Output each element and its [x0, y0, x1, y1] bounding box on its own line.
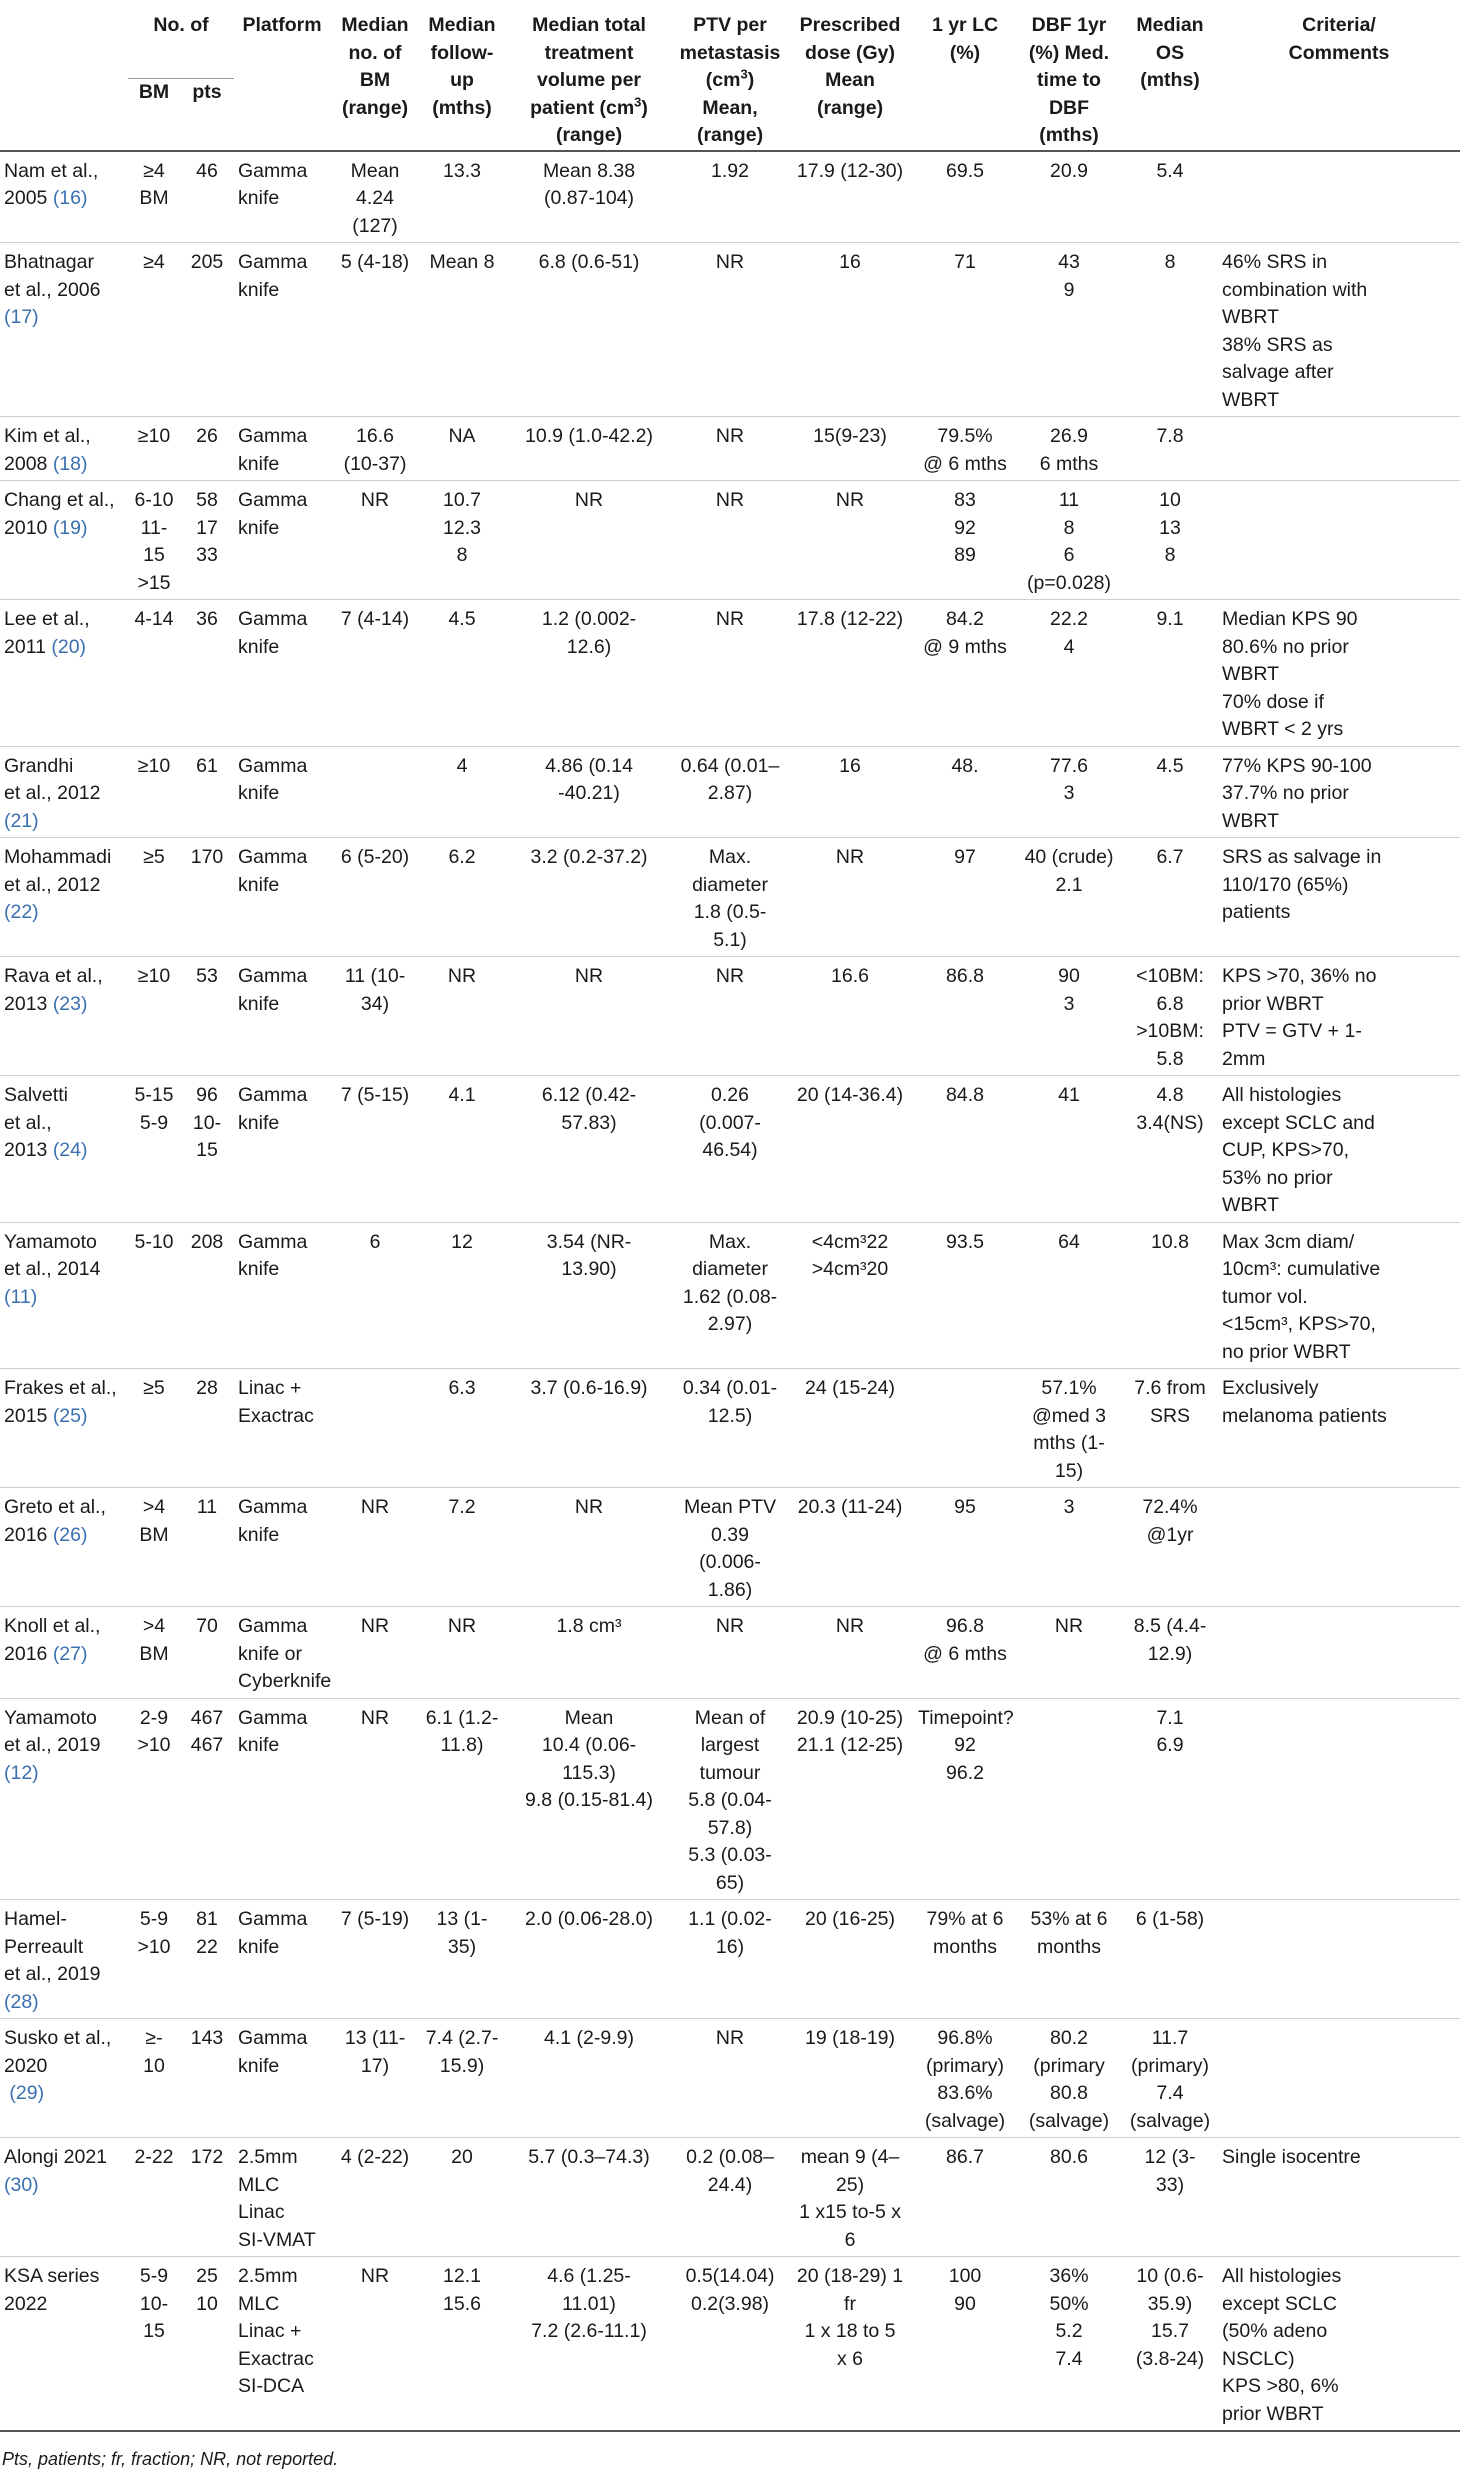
cell-dbf: 57.1% @med 3 mths (1- 15) — [1032, 1377, 1107, 1482]
cell-criteria: Median KPS 90 80.6% no prior WBRT 70% dose if WBRT < 2 yrs — [1222, 608, 1358, 740]
cell-bm: ≥10 — [137, 965, 171, 987]
cell-os: 5.4 — [1156, 159, 1184, 182]
cell-lc: 93.5 — [946, 1230, 984, 1253]
cell-study: Alongi 2021 (30) — [4, 2146, 108, 2196]
cell-platform: Gamma knife — [238, 965, 308, 1015]
cell-median-bm: 16.6 (10-37) — [343, 425, 407, 475]
dose-col-header: Prescribed dose (Gy) Mean (range) — [799, 14, 901, 119]
citation-link[interactable]: (27) — [52, 1642, 88, 1665]
cell-study: Yamamoto et al., 2019 (12) — [4, 1706, 101, 1784]
cell-volume: 10.9 (1.0-42.2) — [525, 425, 653, 447]
cell-dbf: 41 — [1058, 1084, 1080, 1106]
cell-bm: 2-22 — [134, 2146, 174, 2168]
cell-study: Susko et al., 2020 (29) — [4, 2027, 112, 2104]
cell-criteria — [1218, 2019, 1460, 2138]
cell-pts: 172 — [190, 2146, 224, 2168]
cell-study: Rava et al., 2013 (23) — [4, 965, 103, 1015]
cell-bm: 5-10 — [134, 1230, 174, 1253]
cell-ptv: NR — [715, 425, 745, 447]
citation-link[interactable]: (25) — [52, 1404, 88, 1427]
cell-pts: 208 — [190, 1230, 224, 1253]
citation-link[interactable]: (17) — [4, 306, 39, 328]
cell-lc: 69.5 — [946, 159, 984, 182]
cell-criteria — [1218, 1698, 1460, 1900]
cell-os: 7.8 — [1156, 425, 1184, 447]
cell-ptv: Mean of largest tumour 5.8 (0.04- 57.8) 5.3 (0.03- 65) — [688, 1706, 772, 1894]
cell-platform: Gamma knife — [238, 2027, 308, 2077]
cell-followup: 6.3 — [448, 1377, 476, 1399]
cell-dose: NR — [835, 1615, 865, 1637]
table-row — [0, 1607, 1460, 1699]
cell-os: 10 (0.6- 35.9) 15.7 (3.8-24) — [1135, 2265, 1205, 2370]
cell-dbf: 53% at 6 months — [1030, 1908, 1108, 1958]
study-col-header — [0, 0, 128, 151]
cell-dose: 20.9 (10-25) 21.1 (12-25) — [796, 1706, 904, 1756]
cell-lc: 100 90 — [948, 2265, 982, 2315]
table-row — [0, 1900, 1460, 2019]
cell-platform: Gamma knife — [238, 1496, 308, 1546]
cell-dbf: 80.2 (primary 80.8 (salvage) — [1028, 2027, 1110, 2132]
cell-criteria — [1218, 481, 1460, 600]
cell-study: Kim et al., 2008 (18) — [4, 425, 91, 475]
cell-study: KSA series 2022 — [4, 2265, 100, 2315]
cell-pts: 467 467 — [190, 1706, 224, 1756]
cell-pts: 205 — [190, 251, 224, 273]
table-row — [0, 417, 1460, 481]
cell-bm: ≥10 — [137, 425, 171, 447]
cell-dbf: 64 — [1058, 1230, 1080, 1253]
table-row — [0, 600, 1460, 747]
cell-followup: 13.3 — [443, 159, 481, 182]
cell-bm: 2-9 >10 — [137, 1706, 171, 1756]
cell-criteria: All histologies except SCLC and CUP, KPS>70, 53% no prior WBRT — [1222, 1084, 1375, 1216]
cell-followup: 12.1 15.6 — [443, 2265, 481, 2315]
table-row — [0, 1222, 1460, 1369]
volume-col-header: Median total treatment volume per patient $(cm^3)$ (range) — [530, 14, 648, 146]
cell-criteria — [1218, 151, 1460, 243]
cell-bm: 4-14 — [134, 608, 174, 630]
cell-median-bm: 4 (2-22) — [340, 2146, 410, 2168]
cell-os: 8.5 (4.4- 12.9) — [1133, 1615, 1207, 1665]
table-row — [0, 481, 1460, 600]
citation-link[interactable]: (29) — [9, 2082, 45, 2104]
pts-col-header: pts — [192, 80, 222, 103]
table-body — [0, 151, 1460, 2432]
cell-lc: 97 — [954, 846, 976, 868]
cell-pts: 70 — [196, 1615, 218, 1637]
cell-dbf: NR — [1054, 1615, 1084, 1637]
table-row — [0, 957, 1460, 1076]
cell-study: Chang et al., 2010 (19) — [4, 489, 115, 539]
cell-median-bm — [330, 1369, 420, 1488]
cell-os: 7.6 from SRS — [1134, 1377, 1206, 1427]
cell-study: Salvetti et al., 2013 (24) — [4, 1084, 88, 1161]
cell-os: 12 (3- 33) — [1144, 2146, 1196, 2196]
cell-pts: 36 — [196, 608, 218, 630]
cell-followup: 6.2 — [448, 846, 476, 868]
cell-lc: 48. — [951, 754, 979, 777]
cell-os: 10.8 — [1151, 1230, 1189, 1253]
cell-platform: Gamma knife or Cyberknife — [238, 1615, 332, 1692]
cell-platform: Gamma knife — [238, 1908, 308, 1958]
cell-followup: 4.5 — [448, 608, 476, 630]
cell-ptv: NR — [715, 251, 745, 273]
cell-dose: 20 (16-25) — [805, 1908, 895, 1930]
cell-median-bm: 5 (4-18) — [340, 251, 410, 273]
cell-dose: NR — [835, 846, 865, 868]
cell-os: 10 13 8 — [1159, 489, 1181, 566]
table-row — [0, 151, 1460, 243]
platform-col-header: Platform — [242, 14, 322, 36]
cell-platform: Gamma knife — [238, 1706, 308, 1756]
cell-platform: Gamma knife — [238, 608, 308, 658]
cell-platform: Gamma knife — [238, 754, 308, 804]
followup-col-header: Median follow- up (mths) — [428, 14, 496, 119]
os-col-header: Median OS (mths) — [1136, 14, 1204, 91]
cell-lc: 96.8 @ 6 mths — [923, 1615, 1007, 1665]
cell-followup: 10.7 12.3 8 — [443, 489, 481, 566]
cell-followup: 7.4 (2.7- 15.9) — [425, 2027, 499, 2077]
cell-followup: 12 — [451, 1230, 473, 1253]
cell-dose: 19 (18-19) — [805, 2027, 895, 2049]
cell-os: 6.7 — [1156, 846, 1184, 868]
cell-dose: NR — [835, 489, 865, 511]
cell-ptv: NR — [715, 965, 745, 987]
citation-link[interactable]: (19) — [52, 516, 88, 539]
cell-volume: 4.1 (2-9.9) — [544, 2027, 634, 2049]
cell-median-bm: NR — [360, 1706, 390, 1729]
cell-median-bm: 6 — [369, 1230, 381, 1253]
cell-lc: 83 92 89 — [954, 489, 976, 566]
citation-link[interactable]: (22) — [4, 901, 39, 923]
cell-bm: ≥- 10 — [143, 2027, 169, 2077]
cell-platform: Gamma knife — [238, 159, 308, 209]
cell-median-bm: NR — [360, 1496, 390, 1518]
cell-lc: Timepoint? 92 96.2 — [918, 1706, 1014, 1784]
cell-platform: Gamma knife — [238, 1084, 308, 1134]
no-of-group-header: No. of — [128, 0, 234, 78]
cell-pts: 11 — [196, 1496, 218, 1518]
cell-bm: 5-9 10-15 — [139, 2265, 169, 2342]
citation-link[interactable]: (21) — [4, 809, 39, 832]
cell-study: Mohammadi et al., 2012 (22) — [4, 846, 112, 923]
cell-criteria: KPS >70, 36% no prior WBRT PTV = GTV + 1- 2mm — [1222, 965, 1377, 1070]
cell-dose: <4cm³22 >4cm³20 — [811, 1230, 889, 1280]
cell-median-bm: 7 (5-19) — [340, 1908, 410, 1930]
cell-lc: 95 — [954, 1496, 976, 1518]
table-row — [0, 1698, 1460, 1900]
cell-ptv: NR — [715, 1615, 745, 1637]
cell-criteria: All histologies except SCLC (50% adeno NSCLC) KPS >80, 6% prior WBRT — [1222, 2265, 1342, 2425]
cell-study: Frakes et al., 2015 (25) — [4, 1377, 117, 1427]
cell-dbf: 40 (crude) 2.1 — [1024, 846, 1114, 896]
cell-dose: 20 (14-36.4) — [796, 1084, 904, 1106]
median-bm-col-header: Median no. of BM (range) — [341, 14, 409, 119]
cell-dbf: 22.2 4 — [1050, 608, 1088, 658]
cell-criteria — [1218, 1607, 1460, 1699]
cell-volume: 6.8 (0.6-51) — [538, 251, 640, 273]
cell-dbf: 77.6 3 — [1050, 754, 1088, 804]
cell-ptv: 1.92 — [711, 159, 749, 182]
cell-ptv: 0.34 (0.01- 12.5) — [682, 1377, 778, 1427]
cell-lc: 79% at 6 months — [926, 1908, 1004, 1958]
cell-platform: Gamma knife — [238, 489, 308, 539]
cell-median-bm: NR — [360, 489, 390, 511]
ptv-col-header: PTV per metastasis $(cm^3)$ Mean, (range) — [679, 14, 781, 146]
cell-followup: 7.2 — [448, 1496, 476, 1518]
cell-lc: 96.8% (primary) 83.6% (salvage) — [924, 2027, 1006, 2132]
cell-median-bm: 7 (5-15) — [340, 1084, 410, 1106]
cell-lc — [914, 1369, 1016, 1488]
cell-dbf: 26.9 6 mths — [1039, 425, 1099, 475]
cell-dose: 24 (15-24) — [805, 1377, 895, 1399]
table-row — [0, 2257, 1460, 2432]
cell-study: Knoll et al., 2016 (27) — [4, 1615, 101, 1665]
cell-bm: >4 BM — [139, 1615, 171, 1665]
table-row — [0, 838, 1460, 957]
cell-dose: 20 (18-29) 1 fr 1 x 18 to 5 x 6 — [796, 2265, 904, 2370]
cell-dose: 16 — [839, 754, 861, 777]
cell-followup: 20 — [451, 2146, 473, 2168]
cell-platform: 2.5mm MLC Linac + Exactrac SI-DCA — [238, 2265, 314, 2397]
cell-volume: 1.2 (0.002- 12.6) — [541, 608, 637, 658]
cell-ptv: Max. diameter 1.8 (0.5-5.1) — [692, 846, 768, 951]
cell-dbf: 11 8 6 (p=0.028) — [1027, 489, 1112, 594]
cell-volume: 2.0 (0.06-28.0) — [525, 1908, 653, 1930]
cell-dose: 16 — [839, 251, 861, 273]
cell-lc: 71 — [954, 251, 976, 273]
lc-col-header: 1 yr LC (%) — [931, 14, 999, 64]
table-row — [0, 1076, 1460, 1223]
cell-followup: 13 (1- 35) — [436, 1908, 488, 1958]
cell-ptv: NR — [715, 2027, 745, 2049]
cell-dbf: 80.6 — [1050, 2146, 1088, 2168]
cell-volume: 3.7 (0.6-16.9) — [530, 1377, 648, 1399]
cell-volume: 3.2 (0.2-37.2) — [530, 846, 648, 868]
cell-dose: 20.3 (11-24) — [797, 1496, 903, 1518]
cell-ptv: 0.2 (0.08– 24.4) — [686, 2146, 774, 2196]
cell-criteria — [1218, 1488, 1460, 1607]
cell-median-bm: 7 (4-14) — [340, 608, 410, 630]
bm-col-header: BM — [138, 80, 170, 103]
table-row — [0, 1488, 1460, 1607]
cell-pts: 58 17 33 — [196, 489, 218, 566]
cell-dose: 17.8 (12-22) — [796, 608, 904, 630]
cell-bm: ≥4 — [143, 251, 165, 273]
cell-ptv: Mean PTV 0.39 (0.006-1.86) — [683, 1496, 777, 1601]
cell-bm: 6-10 11-15 >15 — [134, 489, 174, 594]
citation-link[interactable]: (24) — [52, 1139, 88, 1161]
cell-ptv: Max. diameter 1.62 (0.08- 2.97) — [682, 1230, 778, 1335]
citation-link[interactable]: (18) — [52, 452, 88, 475]
cell-volume: NR — [574, 489, 604, 511]
cell-pts: 26 — [196, 425, 218, 447]
cell-study: Greto et al., 2016 (26) — [4, 1496, 106, 1546]
citation-link[interactable]: (11) — [4, 1285, 38, 1308]
cell-criteria — [1218, 1900, 1460, 2019]
cell-pts: 46 — [196, 159, 218, 182]
citation-link[interactable]: (12) — [4, 1761, 39, 1784]
cell-median-bm — [330, 746, 420, 838]
cell-study: Yamamoto et al., 2014 (11) — [4, 1230, 101, 1308]
citation-link[interactable]: (20) — [51, 635, 87, 658]
cell-os: 11.7 (primary) 7.4 (salvage) — [1129, 2027, 1211, 2132]
cell-dbf: 3 — [1063, 1496, 1075, 1518]
cell-study: Nam et al., 2005 (16) — [4, 159, 99, 209]
cell-volume: NR — [574, 965, 604, 987]
cell-median-bm: Mean 4.24 (127) — [350, 159, 400, 237]
cell-pts: 81 22 — [196, 1908, 218, 1958]
citation-link[interactable]: (28) — [4, 1990, 39, 2013]
table-row — [0, 2138, 1460, 2257]
citation-link[interactable]: (23) — [52, 992, 88, 1015]
cell-platform: Linac + Exactrac — [238, 1377, 314, 1427]
cell-dose: 17.9 (12-30) — [796, 159, 904, 182]
cell-os: 6 (1-58) — [1135, 1908, 1205, 1930]
citation-link[interactable]: (16) — [52, 187, 88, 209]
cell-criteria: Single isocentre — [1222, 2146, 1361, 2168]
cell-lc: 84.2 @ 9 mths — [923, 608, 1007, 658]
cell-volume: NR — [574, 1496, 604, 1518]
cell-platform: 2.5mm MLC Linac SI-VMAT — [238, 2146, 316, 2251]
citation-link[interactable]: (30) — [4, 2173, 39, 2196]
cell-ptv: NR — [715, 608, 745, 630]
cell-criteria: Max 3cm diam/ 10cm³: cumulative tumor vol. <15cm³, KPS>70, no prior WBRT — [1222, 1230, 1381, 1363]
cell-os: 9.1 — [1156, 608, 1184, 630]
cell-volume: 6.12 (0.42- 57.83) — [541, 1084, 637, 1134]
table-row — [0, 243, 1460, 417]
cell-median-bm: 11 (10- 34) — [344, 965, 406, 1015]
cell-followup: NR — [447, 1615, 477, 1637]
cell-pts: 25 10 — [196, 2265, 218, 2315]
cell-median-bm: 13 (11- 17) — [344, 2027, 406, 2077]
citation-link[interactable]: (26) — [52, 1523, 88, 1546]
cell-pts: 143 — [190, 2027, 224, 2049]
cell-lc: 86.7 — [946, 2146, 984, 2168]
cell-volume: Mean 8.38 (0.87-104) — [542, 159, 636, 209]
cell-dose: mean 9 (4– 25) 1 x15 to-5 x 6 — [799, 2146, 901, 2251]
cell-median-bm: NR — [360, 2265, 390, 2287]
cell-pts: 53 — [196, 965, 218, 987]
cell-os: 4.5 — [1156, 754, 1184, 777]
cell-ptv: 1.1 (0.02- 16) — [688, 1908, 772, 1958]
cell-criteria — [1218, 417, 1460, 481]
cell-criteria: SRS as salvage in 110/170 (65%) patients — [1222, 846, 1382, 923]
cell-os: 7.1 6.9 — [1156, 1706, 1184, 1756]
cell-median-bm: NR — [360, 1615, 390, 1637]
cell-pts: 96 10- 15 — [192, 1084, 222, 1161]
cell-platform: Gamma knife — [238, 1230, 308, 1280]
cell-platform: Gamma knife — [238, 251, 308, 301]
table-row — [0, 1369, 1460, 1488]
cell-lc: 79.5% @ 6 mths — [923, 425, 1007, 475]
cell-bm: ≥5 — [143, 1377, 165, 1399]
table-row — [0, 746, 1460, 838]
cell-ptv: 0.64 (0.01– 2.87) — [680, 754, 780, 804]
cell-bm: >4 BM — [139, 1496, 171, 1546]
cell-ptv: 0.26 (0.007- 46.54) — [699, 1084, 761, 1161]
cell-platform: Gamma knife — [238, 425, 308, 475]
cell-volume: 4.86 (0.14 -40.21) — [545, 754, 633, 804]
criteria-col-header: Criteria/ Comments — [1288, 14, 1390, 64]
cell-followup: 6.1 (1.2- 11.8) — [425, 1706, 499, 1756]
table-header — [0, 0, 1460, 151]
table-footnote: Pts, patients; fr, fraction; NR, not reported. — [2, 2449, 339, 2469]
cell-study: Hamel- Perreault et al., 2019 (28) — [4, 1908, 101, 2013]
cell-followup: NA — [448, 425, 476, 447]
cell-bm: ≥10 — [137, 754, 171, 777]
cell-dose: 16.6 — [831, 965, 869, 987]
cell-study: Grandhi et al., 2012 (21) — [4, 754, 101, 832]
cell-bm: 5-9 >10 — [137, 1908, 171, 1958]
cell-volume: 4.6 (1.25- 11.01) 7.2 (2.6-11.1) — [531, 2265, 647, 2342]
cell-platform: Gamma knife — [238, 846, 308, 896]
cell-criteria: 77% KPS 90-100 37.7% no prior WBRT — [1222, 754, 1372, 832]
cell-followup: NR — [447, 965, 477, 987]
cell-criteria: Exclusively melanoma patients — [1222, 1377, 1387, 1427]
cell-ptv: 0.5(14.04) 0.2(3.98) — [685, 2265, 775, 2315]
cell-pts: 28 — [196, 1377, 218, 1399]
cell-criteria: 46% SRS in combination with WBRT 38% SRS as salvage after WBRT — [1222, 251, 1368, 411]
cell-dose: 15(9-23) — [813, 425, 887, 447]
cell-os: 72.4% @1yr — [1142, 1496, 1198, 1546]
cell-volume: 5.7 (0.3–74.3) — [528, 2146, 650, 2168]
cell-volume: 3.54 (NR- 13.90) — [546, 1230, 632, 1280]
cell-lc: 86.8 — [946, 965, 984, 987]
cell-study: Bhatnagar et al., 2006 (17) — [4, 251, 101, 328]
cell-followup: 4 — [456, 754, 468, 777]
cell-median-bm: 6 (5-20) — [340, 846, 410, 868]
cell-study: Lee et al., 2011 (20) — [4, 608, 90, 658]
cell-followup: Mean 8 — [429, 251, 495, 273]
dbf-col-header: DBF 1yr (%) Med. time to DBF (mths) — [1028, 14, 1110, 146]
cell-pts: 61 — [196, 754, 218, 777]
cell-volume: Mean 10.4 (0.06- 115.3) 9.8 (0.15-81.4) — [525, 1706, 653, 1811]
cell-dbf: 20.9 — [1050, 159, 1088, 182]
cell-bm: 5-15 5-9 — [134, 1084, 174, 1134]
cell-dbf — [1016, 1698, 1122, 1900]
cell-bm: ≥4 BM — [139, 159, 171, 209]
cell-dbf: 43 9 — [1058, 251, 1080, 301]
table-row — [0, 2019, 1460, 2138]
cell-os: 8 — [1164, 251, 1176, 273]
cell-os: <10BM: 6.8 >10BM: 5.8 — [1136, 965, 1204, 1070]
cell-dbf: 36% 50% 5.2 7.4 — [1049, 2265, 1089, 2370]
cell-followup: 4.1 — [448, 1084, 476, 1106]
cell-os: 4.8 3.4(NS) — [1136, 1084, 1204, 1134]
cell-bm: ≥5 — [143, 846, 165, 868]
cell-dbf: 90 3 — [1058, 965, 1080, 1015]
cell-pts: 170 — [190, 846, 224, 868]
cell-volume: 1.8 cm³ — [556, 1615, 622, 1637]
cell-ptv: NR — [715, 489, 745, 511]
cell-lc: 84.8 — [946, 1084, 984, 1106]
